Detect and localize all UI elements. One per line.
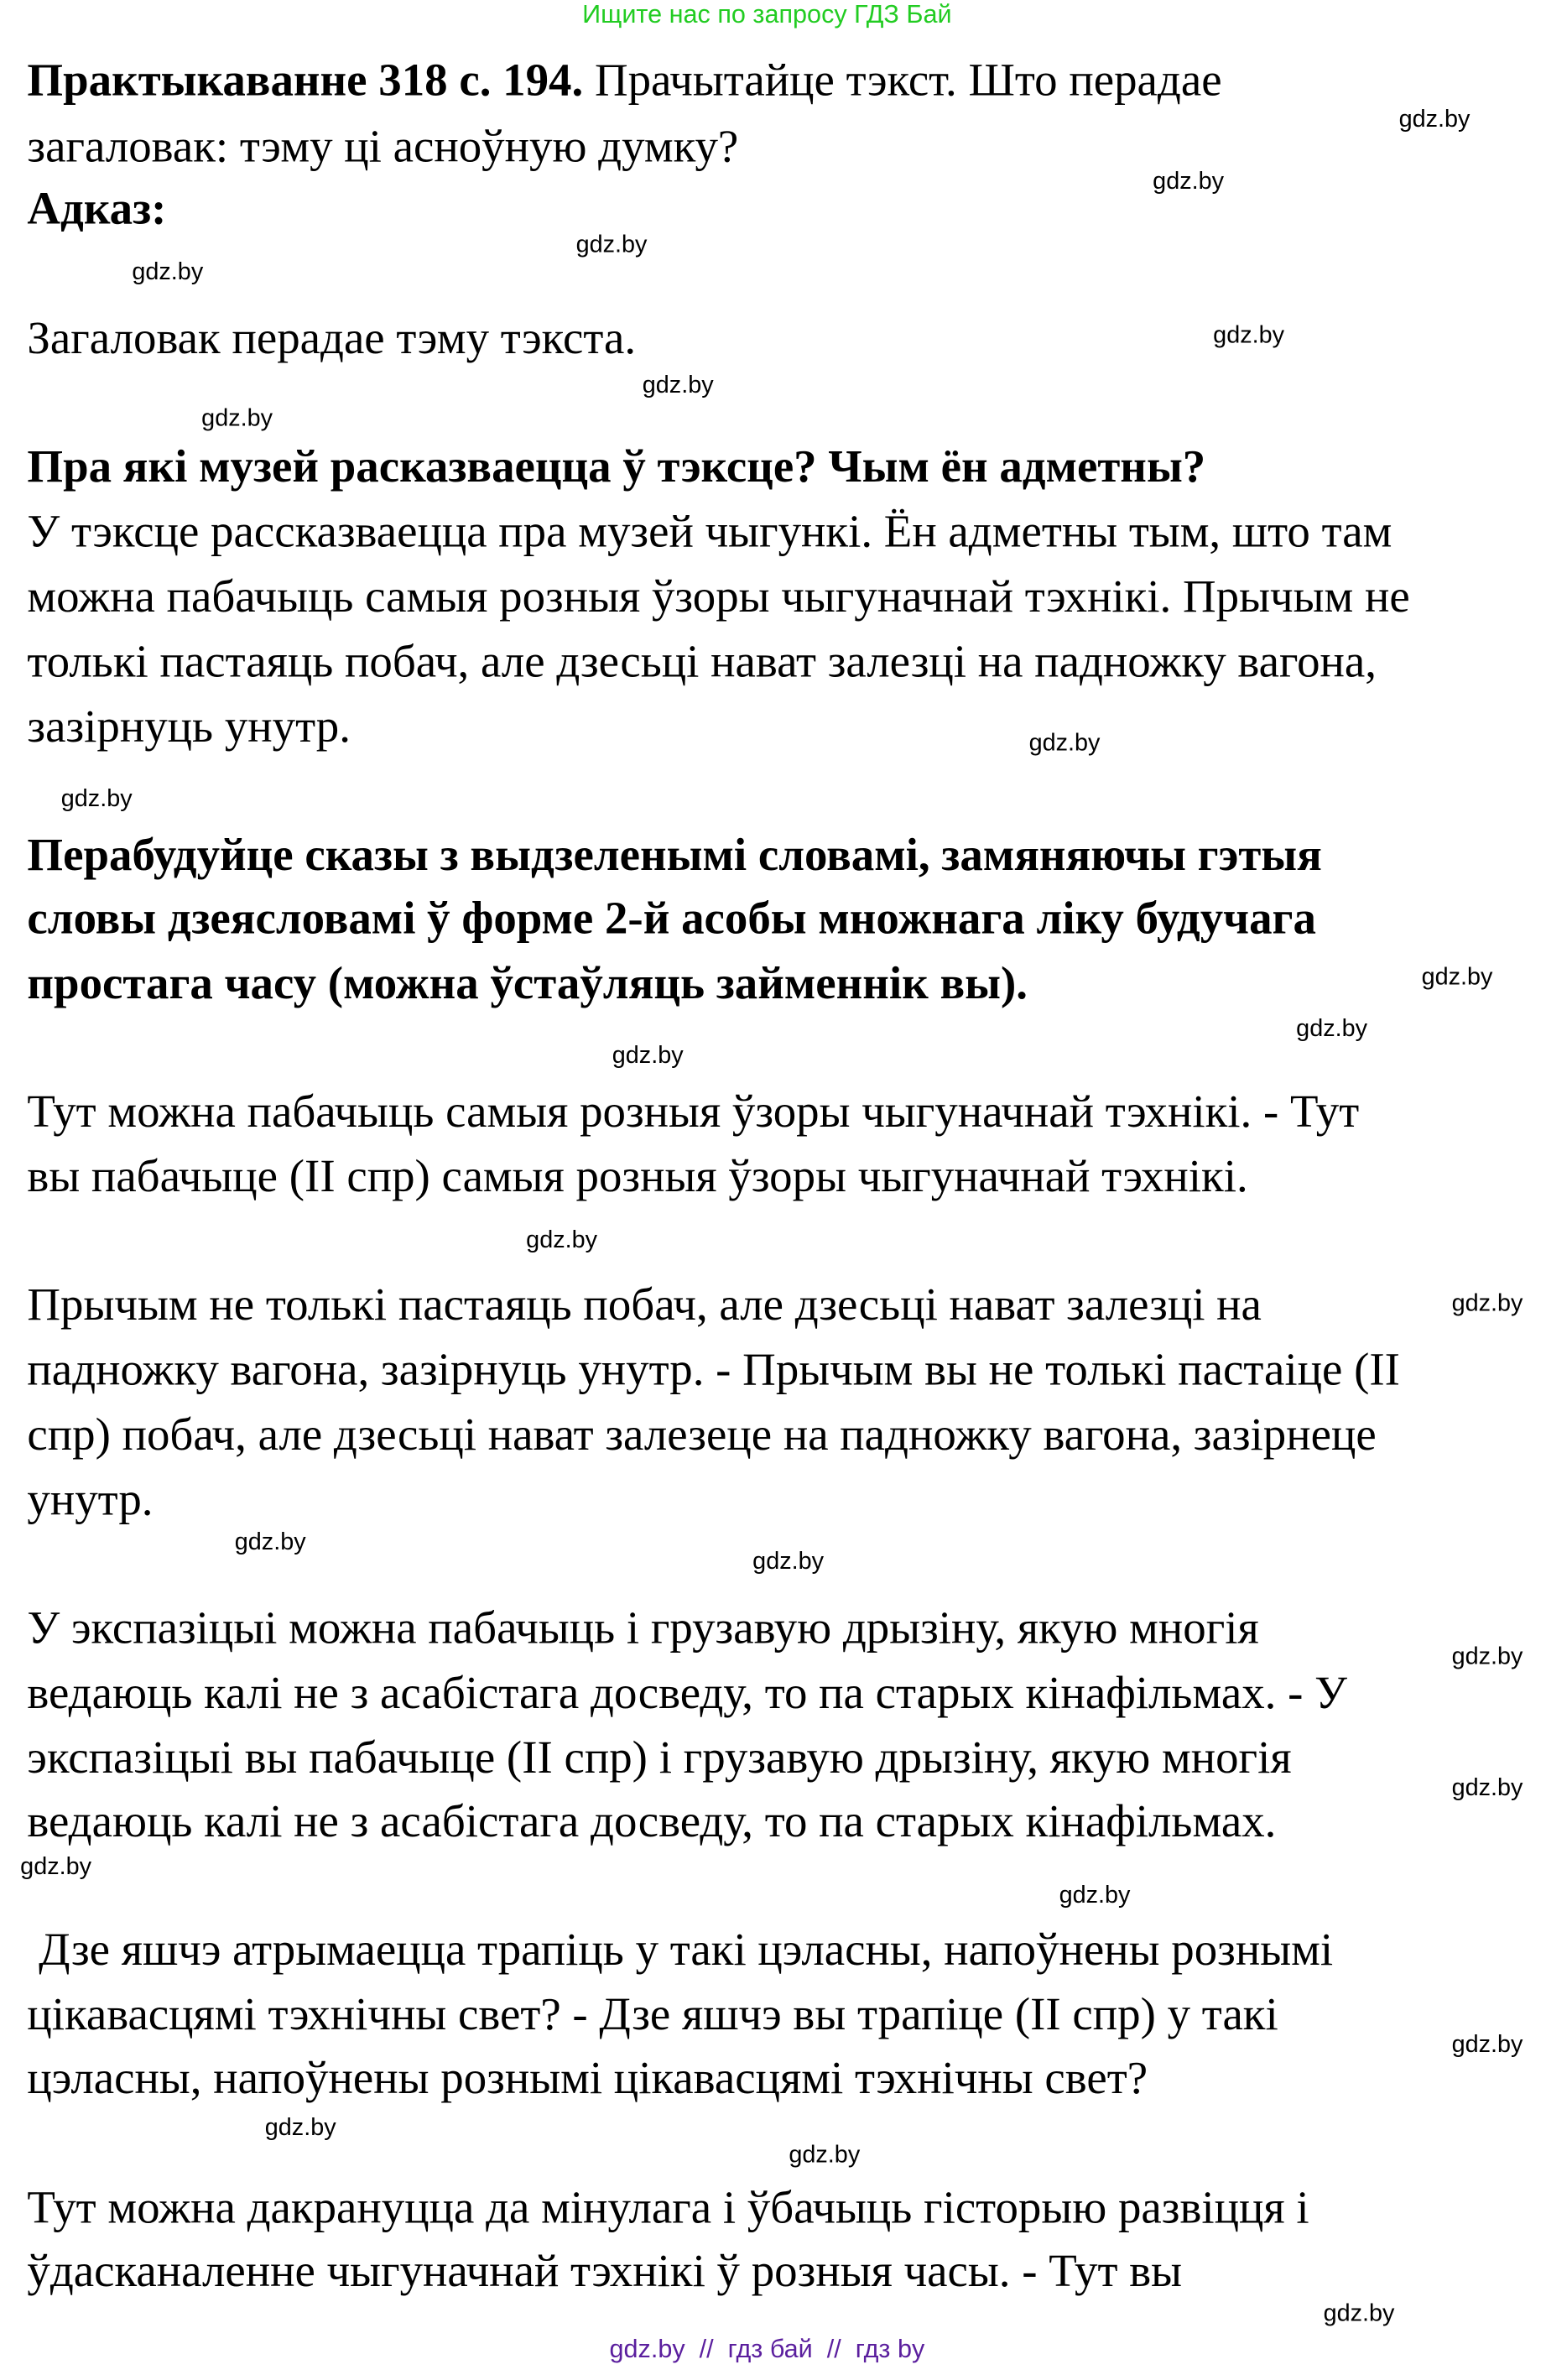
watermark: gdz.by (1323, 2301, 1395, 2327)
question-heading: Пра які музей расказваецца ў тэксце? Чым ён адметны? (27, 440, 1206, 492)
watermark: gdz.by (642, 372, 714, 399)
watermark: gdz.by (1421, 965, 1493, 991)
example-line: ведаюць калі не з асабістага досведу, то па старых кінафільмах. - У (27, 1667, 1347, 1719)
answer-line: можна пабачыць самыя розныя ўзоры чыгуначнай тэхнікі. Прычым не (27, 570, 1410, 622)
watermark: gdz.by (1451, 1644, 1523, 1670)
example-line: вы пабачыце (II спр) самыя розныя ўзоры чыгуначнай тэхнікі. (27, 1150, 1248, 1202)
watermark: gdz.by (1451, 2032, 1523, 2059)
question-heading: простага часу (можна ўстаўляць займеннік вы). (27, 957, 1028, 1009)
watermark: gdz.by (1059, 1883, 1131, 1909)
task-heading (27, 53, 1221, 107)
watermark: gdz.by (752, 1549, 825, 1575)
watermark: gdz.by (789, 2143, 861, 2169)
watermark: gdz.by (60, 786, 133, 813)
question-heading: словы дзеясловамі ў форме 2-й асобы множнага ліку будучага (27, 892, 1316, 944)
watermark: gdz.by (1451, 1775, 1523, 1802)
example-line: Прычым не толькі пастаяць побач, але дзесьці нават залезці на (27, 1279, 1262, 1331)
watermark: gdz.by (526, 1227, 598, 1253)
example-line: спр) побач, але дзесьці нават залезеце на падножку вагона, зазірнеце (27, 1409, 1377, 1461)
watermark: gdz.by (1451, 1291, 1523, 1317)
example-line: ўдасканаленне чыгуначнай тэхнікі ў розныя часы. - Тут вы (27, 2245, 1183, 2297)
watermark: gdz.by (1398, 107, 1471, 133)
example-line: ведаюць калі не з асабістага досведу, то па старых кінафільмах. (27, 1795, 1277, 1847)
watermark: gdz.by (1028, 731, 1101, 757)
watermark: gdz.by (264, 2115, 336, 2142)
example-line: унутр. (27, 1473, 154, 1525)
watermark: gdz.by (201, 406, 273, 432)
example-line: цэласны, напоўнены рознымі цікавасцямі тэхнічны свет? (27, 2052, 1148, 2104)
watermark: gdz.by (612, 1043, 684, 1070)
question-heading: Перабудуйце сказы з выдзеленымі словамі, замяняючы гэтыя (27, 829, 1322, 881)
task-prompt: Прачытайце тэкст. Што перадае (594, 54, 1222, 106)
example-line: цікавасцямі тэхнічны свет? - Дзе яшчэ вы трапіце (II спр) у такі (27, 1988, 1278, 2040)
task-title: Практыкаванне 318 с. 194. (27, 54, 584, 106)
watermark: gdz.by (132, 259, 204, 286)
watermark: gdz.by (234, 1529, 306, 1555)
example-line: Тут можна пабачыць самыя розныя ўзоры чыгуначнай тэхнікі. - Тут (27, 1086, 1360, 1138)
answer-line: толькі пастаяць побач, але дзесьці нават залезці на падножку вагона, (27, 635, 1377, 687)
example-line: У экспазіцыі можна пабачыць і грузавую дрызіну, якую многія (27, 1601, 1259, 1654)
example-line: Дзе яшчэ атрымаецца трапіць у такі цэласны, напоўнены рознымі (27, 1924, 1334, 1976)
answer-line: зазірнуць унутр. (27, 700, 351, 753)
example-line: Тут можна дакрануцца да мінулага і ўбачыць гісторыю развіцця і (27, 2182, 1309, 2234)
watermark: gdz.by (1213, 323, 1285, 349)
watermark: gdz.by (1296, 1016, 1368, 1042)
answer-line: У тэксце рассказваецца пра музей чыгункі. Ён адметны тым, што там (27, 506, 1392, 558)
example-line: падножку вагона, зазірнуць унутр. - Прычым вы не толькі пастаіце (II (27, 1344, 1400, 1396)
answer-label: Адказ: (27, 182, 167, 234)
answer-text: Загаловак перадае тэму тэкста. (27, 312, 637, 364)
footer-links[interactable]: gdz.by // гдз бай // гдз by (609, 2334, 925, 2363)
example-line: экспазіцыі вы пабачыце (II спр) і грузавую дрызіну, якую многія (27, 1732, 1292, 1784)
watermark: gdz.by (575, 232, 648, 258)
search-hint-link[interactable]: Ищите нас по запросу ГДЗ Бай (582, 0, 952, 29)
watermark: gdz.by (20, 1854, 92, 1880)
task-prompt-line: загаловак: тэму ці асноўную думку? (27, 121, 739, 173)
watermark: gdz.by (1153, 169, 1225, 195)
